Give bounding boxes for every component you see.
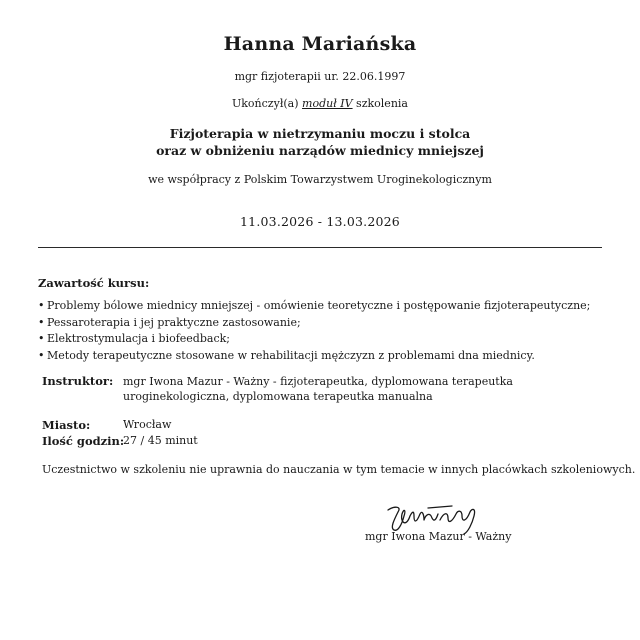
signer-name: mgr Iwona Mazur - Ważny	[365, 530, 512, 543]
section-divider	[38, 247, 602, 248]
completion-suffix: szkolenia	[352, 97, 408, 110]
disclaimer: Uczestnictwo w szkoleniu nie uprawnia do nauczania w tym temacie w innych placówkach szkoleniowych.	[42, 463, 636, 476]
completion-statement	[0, 97, 640, 110]
list-item: • Metody terapeutyczne stosowane w rehabilitacji mężczyzn z problemami dna miednicy.	[38, 348, 618, 365]
hours-value: 27 / 45 minut	[123, 434, 198, 447]
course-title	[0, 125, 640, 159]
instructor-value	[123, 374, 563, 404]
city-value: Wrocław	[123, 418, 172, 431]
completion-prefix: Ukończył(a)	[232, 97, 303, 110]
cooperation-note: we współpracy z Polskim Towarzystwem Uroginekologicznym	[148, 173, 492, 186]
instructor-line-2: uroginekologiczna, dyplomowana terapeutka manualna	[123, 390, 433, 403]
list-item: • Problemy bólowe miednicy mniejszej - omówienie teoretyczne i postępowanie fizjoterapeutyczne;	[38, 298, 618, 315]
city-label: Miasto:	[42, 418, 91, 432]
module-label: moduł IV	[302, 97, 353, 110]
list-item: • Elektrostymulacja i biofeedback;	[38, 331, 618, 348]
course-dates: 11.03.2026 - 13.03.2026	[240, 214, 400, 229]
course-title-line-1: Fizjoterapia w nietrzymaniu moczu i stolca	[169, 126, 471, 141]
course-title-line-2: oraz w obniżeniu narządów miednicy mniejszej	[156, 143, 484, 158]
instructor-label: Instruktor:	[42, 374, 114, 388]
participant-name: Hanna Mariańska	[223, 33, 417, 55]
hours-label: Ilość godzin:	[42, 434, 125, 448]
participant-details: mgr fizjoterapii ur. 22.06.1997	[234, 70, 406, 83]
contents-list	[38, 298, 618, 364]
list-item: • Pessaroterapia i jej praktyczne zastosowanie;	[38, 315, 618, 332]
contents-heading: Zawartość kursu:	[38, 276, 150, 290]
instructor-line-1: mgr Iwona Mazur - Ważny - fizjoterapeutka, dyplomowana terapeutka	[123, 375, 513, 388]
